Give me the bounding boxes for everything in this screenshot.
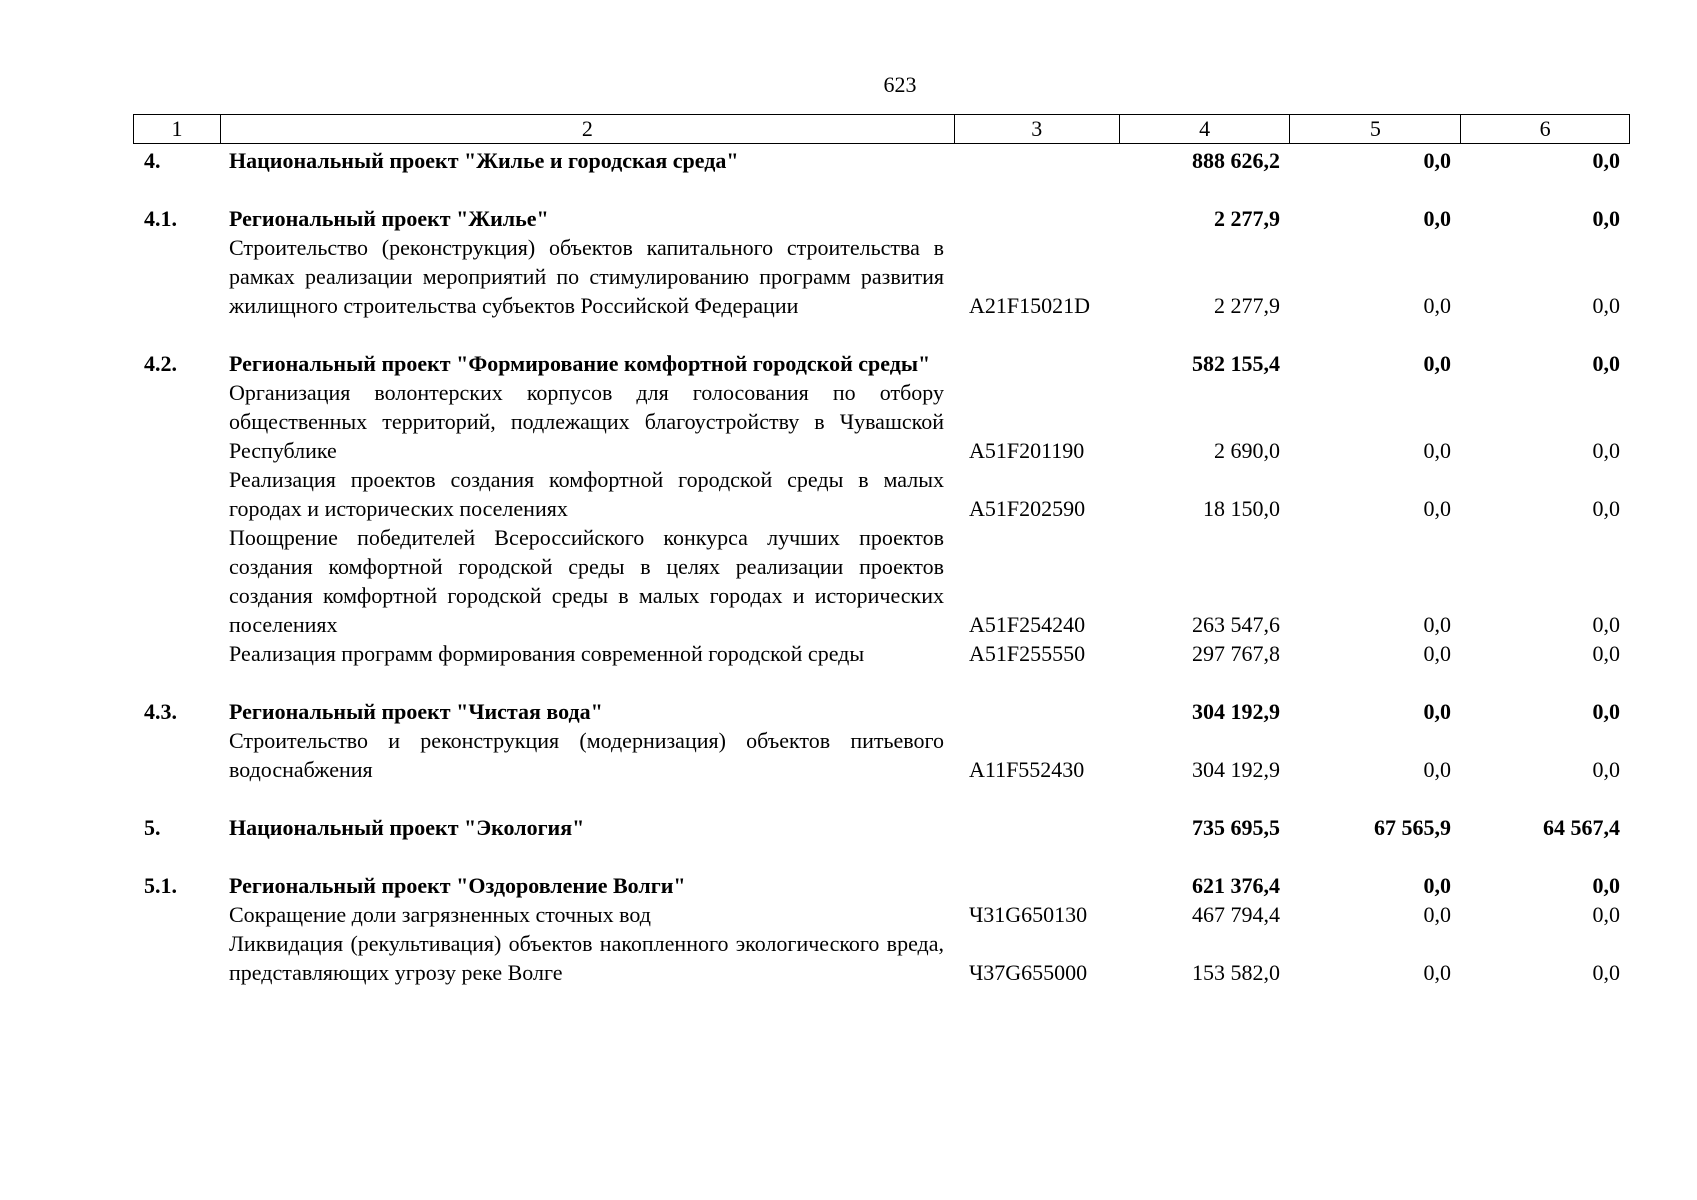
row-number: 4.1. [144,206,177,231]
row-col5: 0,0 [1423,496,1451,521]
row-col6: 0,0 [1592,351,1620,376]
row-name: Строительство и реконструкция (модернизация) объектов питьевого водоснабжения [229,728,944,782]
row-col4: 2 277,9 [1214,293,1280,318]
row-name: Реализация программ формирования современной городской среды [229,641,865,666]
table-row [133,697,1630,726]
header-col-5: 5 [1289,115,1460,143]
row-col5: 0,0 [1423,612,1451,637]
page-number: 623 [883,72,917,97]
row-col4: 621 376,4 [1192,873,1280,898]
table-row [133,523,1630,639]
row-code: A51F201190 [969,438,1085,463]
row-code: Ч37G655000 [969,960,1088,985]
row-col6: 0,0 [1592,873,1620,898]
row-col4: 153 582,0 [1192,960,1280,985]
table-row [133,813,1630,842]
table-row [133,900,1630,929]
row-col6: 0,0 [1592,757,1620,782]
row-number: 5. [144,815,161,840]
row-col5: 67 565,9 [1374,815,1451,840]
row-col4: 297 767,8 [1192,641,1280,666]
header-col-2: 2 [220,115,954,143]
row-col6: 0,0 [1592,206,1620,231]
row-number: 4. [144,148,161,173]
table-row [133,349,1630,378]
row-col6: 0,0 [1592,496,1620,521]
row-name: Региональный проект "Чистая вода" [229,699,603,724]
row-name: Национальный проект "Жилье и городская среда" [229,148,739,173]
row-col6: 64 567,4 [1543,815,1620,840]
row-col4: 467 794,4 [1192,902,1280,927]
table-row [133,726,1630,784]
row-col5: 0,0 [1423,438,1451,463]
row-name: Поощрение победителей Всероссийского конкурса лучших проектов создания комфортной городской среды в целях реализации проектов создания комфортной городской среды в малых городах и исторических поселениях [229,525,944,637]
header-col-1: 1 [171,116,183,141]
row-col5: 0,0 [1423,351,1451,376]
row-name: Национальный проект "Экология" [229,815,585,840]
row-col4: 304 192,9 [1192,699,1280,724]
row-col6: 0,0 [1592,960,1620,985]
row-col4: 2 690,0 [1214,438,1280,463]
row-code: Ч31G650130 [969,902,1088,927]
table-header [133,114,1630,144]
table-row [133,204,1630,233]
row-col6: 0,0 [1592,148,1620,173]
row-name: Региональный проект "Оздоровление Волги" [229,873,686,898]
header-col-4: 4 [1119,115,1290,143]
row-col5: 0,0 [1423,641,1451,666]
row-col6: 0,0 [1592,612,1620,637]
row-col5: 0,0 [1423,757,1451,782]
row-name: Региональный проект "Жилье" [229,206,549,231]
row-col4: 888 626,2 [1192,148,1280,173]
row-col4: 263 547,6 [1192,612,1280,637]
table-row [133,929,1630,987]
row-name: Ликвидация (рекультивация) объектов накопленного экологического вреда, представляющих угрозу реке Волге [229,931,944,985]
row-col5: 0,0 [1423,873,1451,898]
table-body [133,146,1630,987]
row-col5: 0,0 [1423,699,1451,724]
table-row [133,639,1630,668]
row-col5: 0,0 [1423,293,1451,318]
row-code: A51F202590 [969,496,1086,521]
row-col6: 0,0 [1592,438,1620,463]
row-col6: 0,0 [1592,641,1620,666]
row-col6: 0,0 [1592,293,1620,318]
row-code: A51F254240 [969,612,1086,637]
row-code: A21F15021D [969,293,1091,318]
table-row [133,465,1630,523]
table-row [133,871,1630,900]
row-col4: 582 155,4 [1192,351,1280,376]
row-name: Региональный проект "Формирование комфортной городской среды" [229,351,931,376]
row-name: Сокращение доли загрязненных сточных вод [229,902,651,927]
header-col-3: 3 [954,115,1119,143]
row-name: Организация волонтерских корпусов для голосования по отбору общественных территорий, подлежащих благоустройству в Чувашской Республике [229,380,944,463]
row-col4: 735 695,5 [1192,815,1280,840]
row-col5: 0,0 [1423,960,1451,985]
row-col4: 18 150,0 [1203,496,1280,521]
header-col-6: 6 [1460,115,1629,143]
row-number: 4.3. [144,699,177,724]
table-row [133,146,1630,175]
row-col5: 0,0 [1423,206,1451,231]
row-number: 5.1. [144,873,177,898]
row-code: A11F552430 [969,757,1085,782]
row-name: Реализация проектов создания комфортной городской среды в малых городах и исторических поселениях [229,467,944,521]
row-col5: 0,0 [1423,902,1451,927]
row-number: 4.2. [144,351,177,376]
row-col6: 0,0 [1592,699,1620,724]
row-code: A51F255550 [969,641,1086,666]
row-col4: 2 277,9 [1214,206,1280,231]
row-name: Строительство (реконструкция) объектов капитального строительства в рамках реализации мероприятий по стимулированию программ развития жилищного строительства субъектов Российской Федерации [229,235,944,318]
table-row [133,233,1630,320]
table-row [133,378,1630,465]
row-col4: 304 192,9 [1192,757,1280,782]
row-col5: 0,0 [1423,148,1451,173]
row-col6: 0,0 [1592,902,1620,927]
